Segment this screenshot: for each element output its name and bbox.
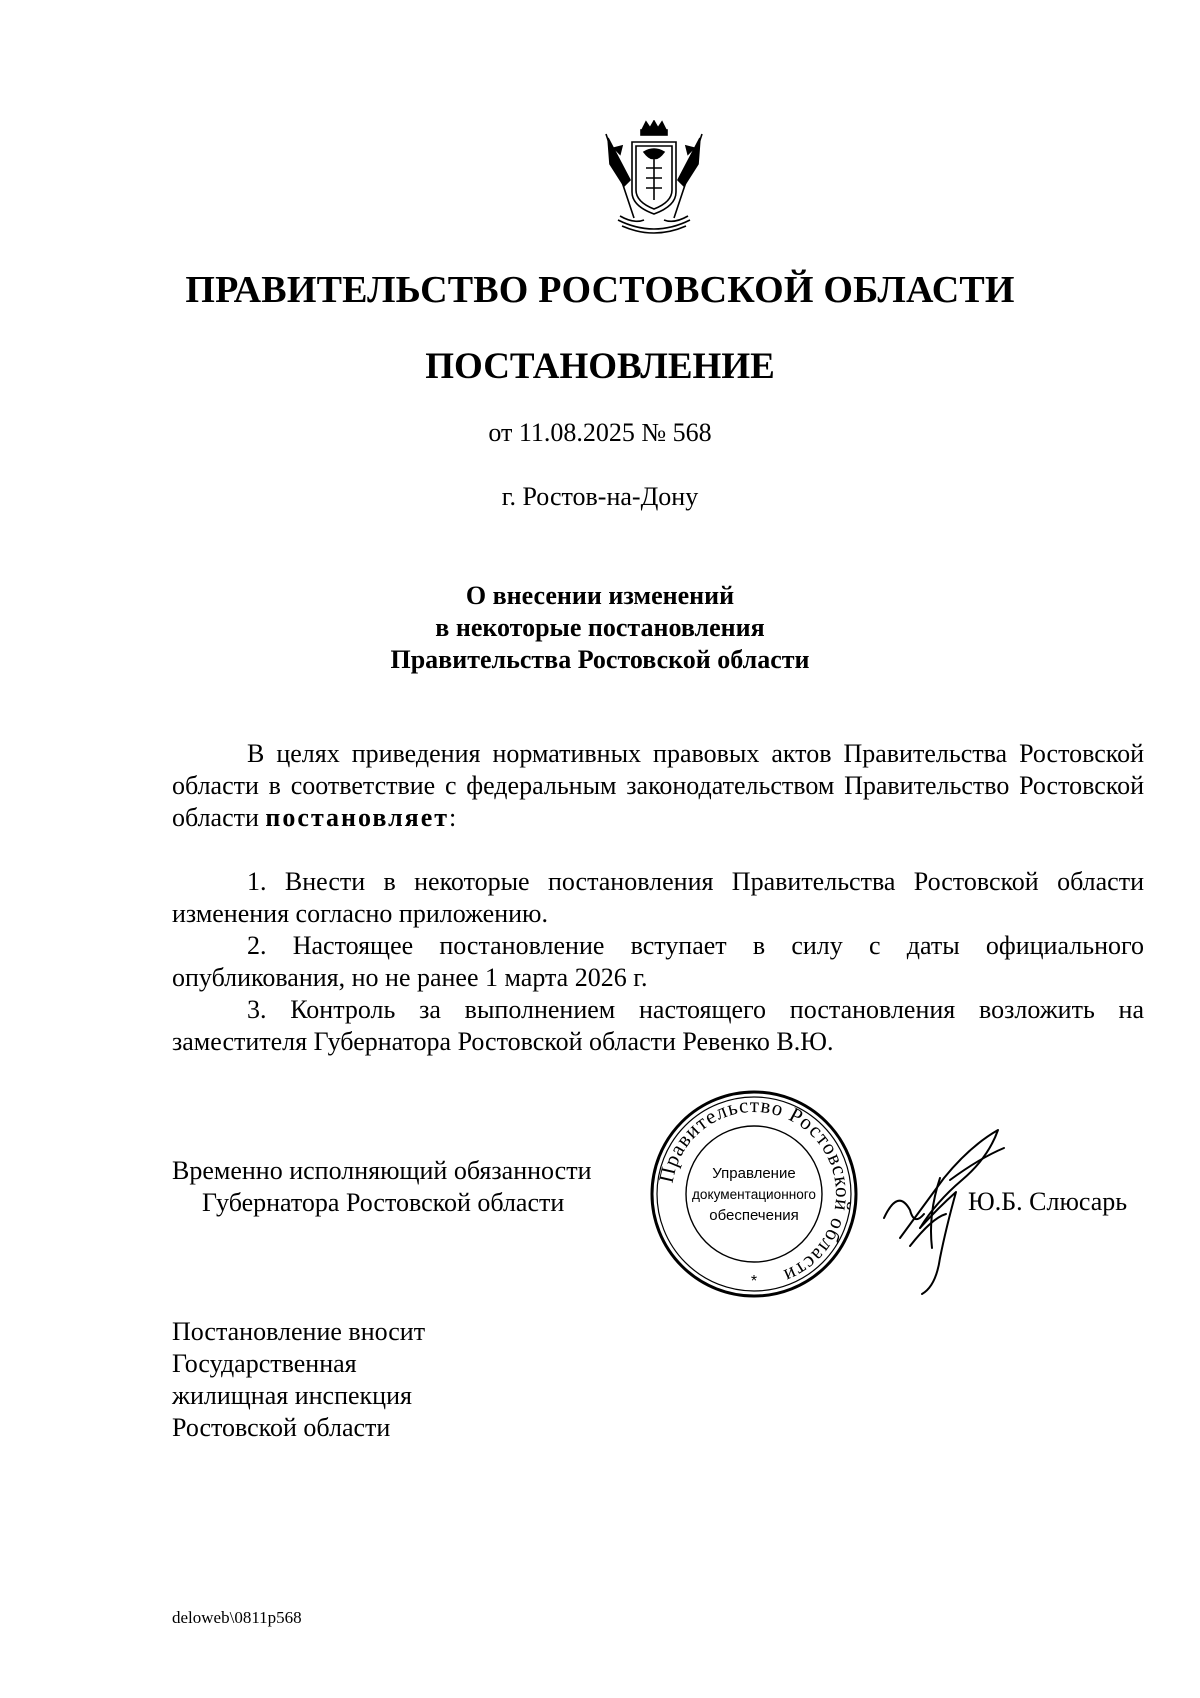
- signatory-name: Ю.Б. Слюсарь: [968, 1187, 1128, 1216]
- document-subject: [0, 580, 1200, 676]
- document-type-heading: ПОСТАНОВЛЕНИЕ: [425, 346, 775, 387]
- submitter-line-3: жилищная инспекция: [172, 1381, 412, 1410]
- submitter-line-4: Ростовской области: [172, 1413, 391, 1442]
- document-city: г. Ростов-на-Дону: [501, 482, 699, 511]
- resolution-item-1-text: 1. Внести в некоторые постановления Правительства Ростовской области изменения согласно приложению.: [172, 867, 1144, 928]
- stamp-center-line-1: Управление: [712, 1165, 796, 1182]
- preamble-emphasis: постановляет: [265, 803, 450, 832]
- stamp-center-line-3: обеспечения: [709, 1207, 799, 1224]
- submitter-line-2: Государственная: [172, 1349, 357, 1378]
- submitter-block: [172, 1316, 425, 1444]
- submitter-line-1: Постановление вносит: [172, 1317, 426, 1346]
- resolution-item-2: [172, 930, 1144, 994]
- official-stamp: [648, 1088, 860, 1300]
- resolution-item-2-text: 2. Настоящее постановление вступает в силу с даты официального опубликования, но не ранее 1 марта 2026 г.: [172, 931, 1144, 992]
- government-title: ПРАВИТЕЛЬСТВО РОСТОВСКОЙ ОБЛАСТИ: [185, 269, 1015, 311]
- stamp-mark: *: [750, 1273, 758, 1290]
- footer-file-reference: deloweb\0811p568: [172, 1608, 302, 1627]
- preamble-end: :: [449, 803, 457, 832]
- subject-line-1: О внесении изменений: [465, 581, 735, 610]
- signatory-position-line-1: Временно исполняющий обязанности: [172, 1156, 592, 1185]
- stamp-center-line-2: документационного: [692, 1187, 816, 1202]
- resolution-item-1: [172, 866, 1144, 930]
- preamble-text: В целях приведения нормативных правовых актов Правительства Ростовской области в соответствие с федеральным законодательством Правительство Ростовской области: [172, 739, 1144, 832]
- document-date-number: от 11.08.2025 № 568: [488, 418, 712, 447]
- signatory-position: [172, 1155, 592, 1219]
- preamble-paragraph: [172, 738, 1144, 834]
- resolution-item-3: [172, 994, 1144, 1058]
- subject-line-3: Правительства Ростовской области: [390, 645, 810, 674]
- coat-of-arms-emblem: [600, 120, 708, 240]
- resolution-item-3-text: 3. Контроль за выполнением настоящего постановления возложить на заместителя Губернатора Ростовской области Ревенко В.Ю.: [172, 995, 1144, 1056]
- subject-line-2: в некоторые постановления: [435, 613, 765, 642]
- signatory-position-line-2: Губернатора Ростовской области: [202, 1188, 565, 1217]
- stamp-ring-text: Правительство Ростовской области: [653, 1092, 856, 1289]
